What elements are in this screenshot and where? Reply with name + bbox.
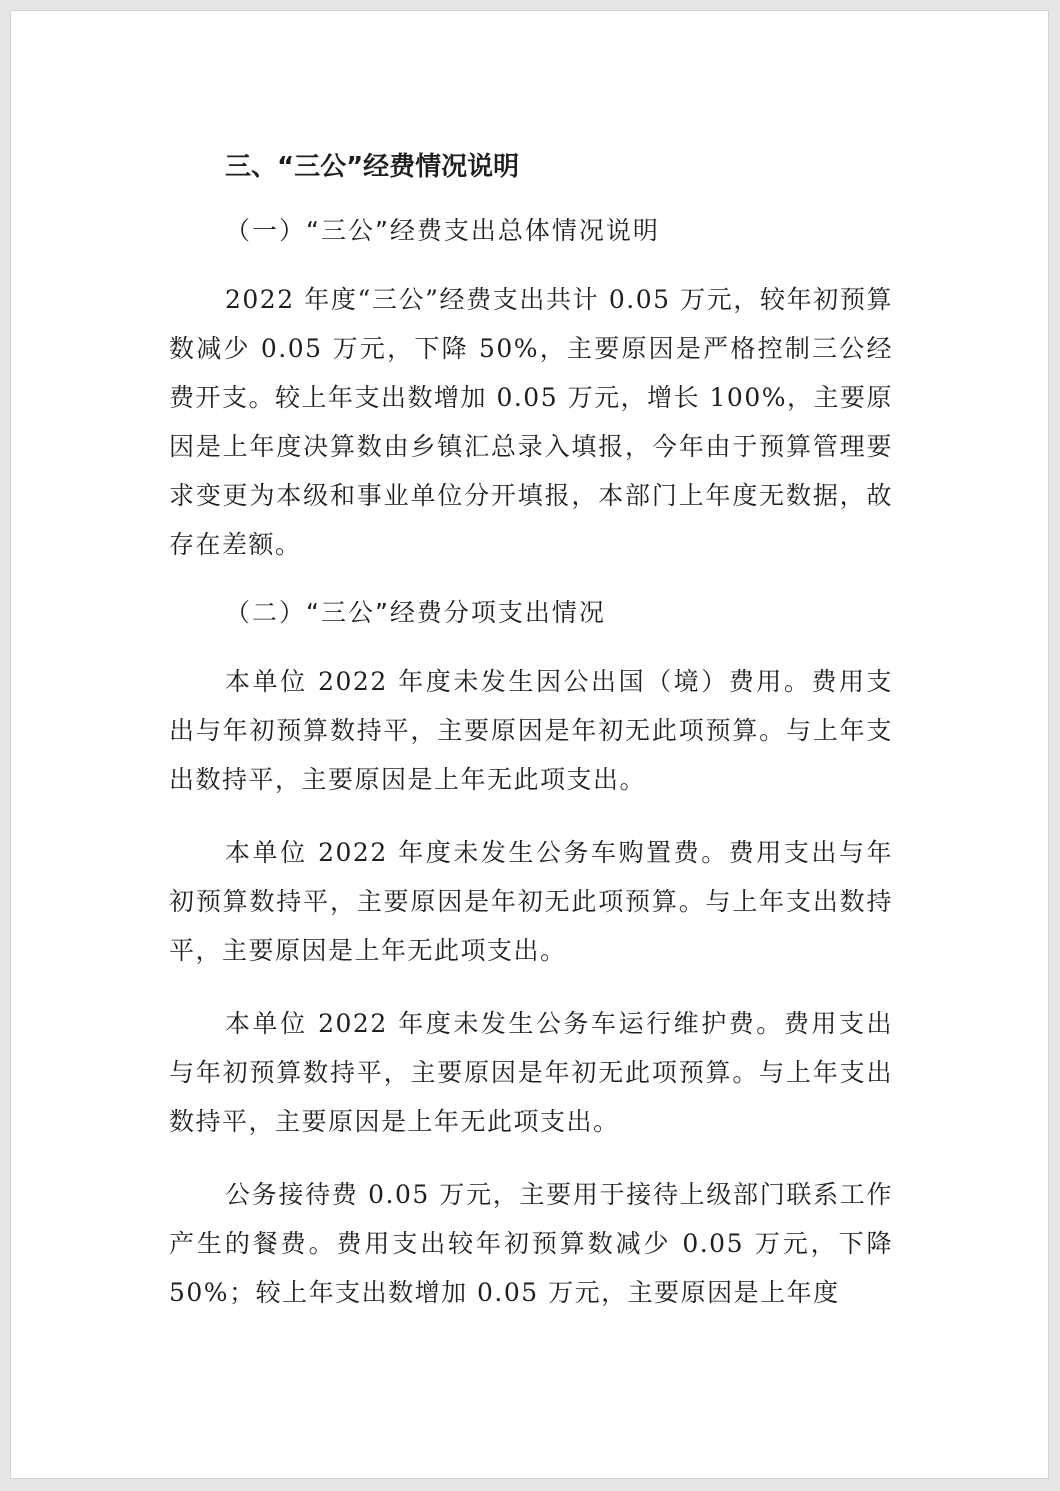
document-page: [11, 11, 1048, 1478]
paragraph-overall: 2022 年度“三公”经费支出共计 0.05 万元，较年初预算数减少 0.05 万元，下降 50%，主要原因是严格控制三公经费开支。较上年支出数增加 0.05 万元，增长 100%，主要原因是上年度决算数由乡镇汇总录入填报，今年由于预算管理要求变更为本级和事业单位分开填报，本部门上年度无数据，故存在差额。: [169, 285, 893, 559]
paragraph-vehicle-maintenance: 本单位 2022 年度未发生公务车运行维护费。费用支出与年初预算数持平，主要原因是年初无此项预算。与上年支出数持平，主要原因是上年无此项支出。: [169, 1009, 893, 1136]
paragraph-overseas-travel: 本单位 2022 年度未发生因公出国（境）费用。费用支出与年初预算数持平，主要原因是年初无此项预算。与上年支出数持平，主要原因是上年无此项支出。: [169, 667, 893, 794]
subsection-title-overall: （一）“三公”经费支出总体情况说明: [225, 216, 660, 245]
paragraph-vehicle-purchase: 本单位 2022 年度未发生公务车购置费。费用支出与年初预算数持平，主要原因是年初无此项预算。与上年支出数持平，主要原因是上年无此项支出。: [169, 838, 893, 965]
paragraph-official-reception: 公务接待费 0.05 万元，主要用于接待上级部门联系工作产生的餐费。费用支出较年初预算数减少 0.05 万元，下降 50%；较上年支出数增加 0.05 万元，主要原因是上年度: [169, 1180, 893, 1307]
subsection-title-itemized: （二）“三公”经费分项支出情况: [225, 598, 606, 627]
document-body: [169, 147, 893, 1317]
section-title: 三、“三公”经费情况说明: [225, 152, 520, 182]
